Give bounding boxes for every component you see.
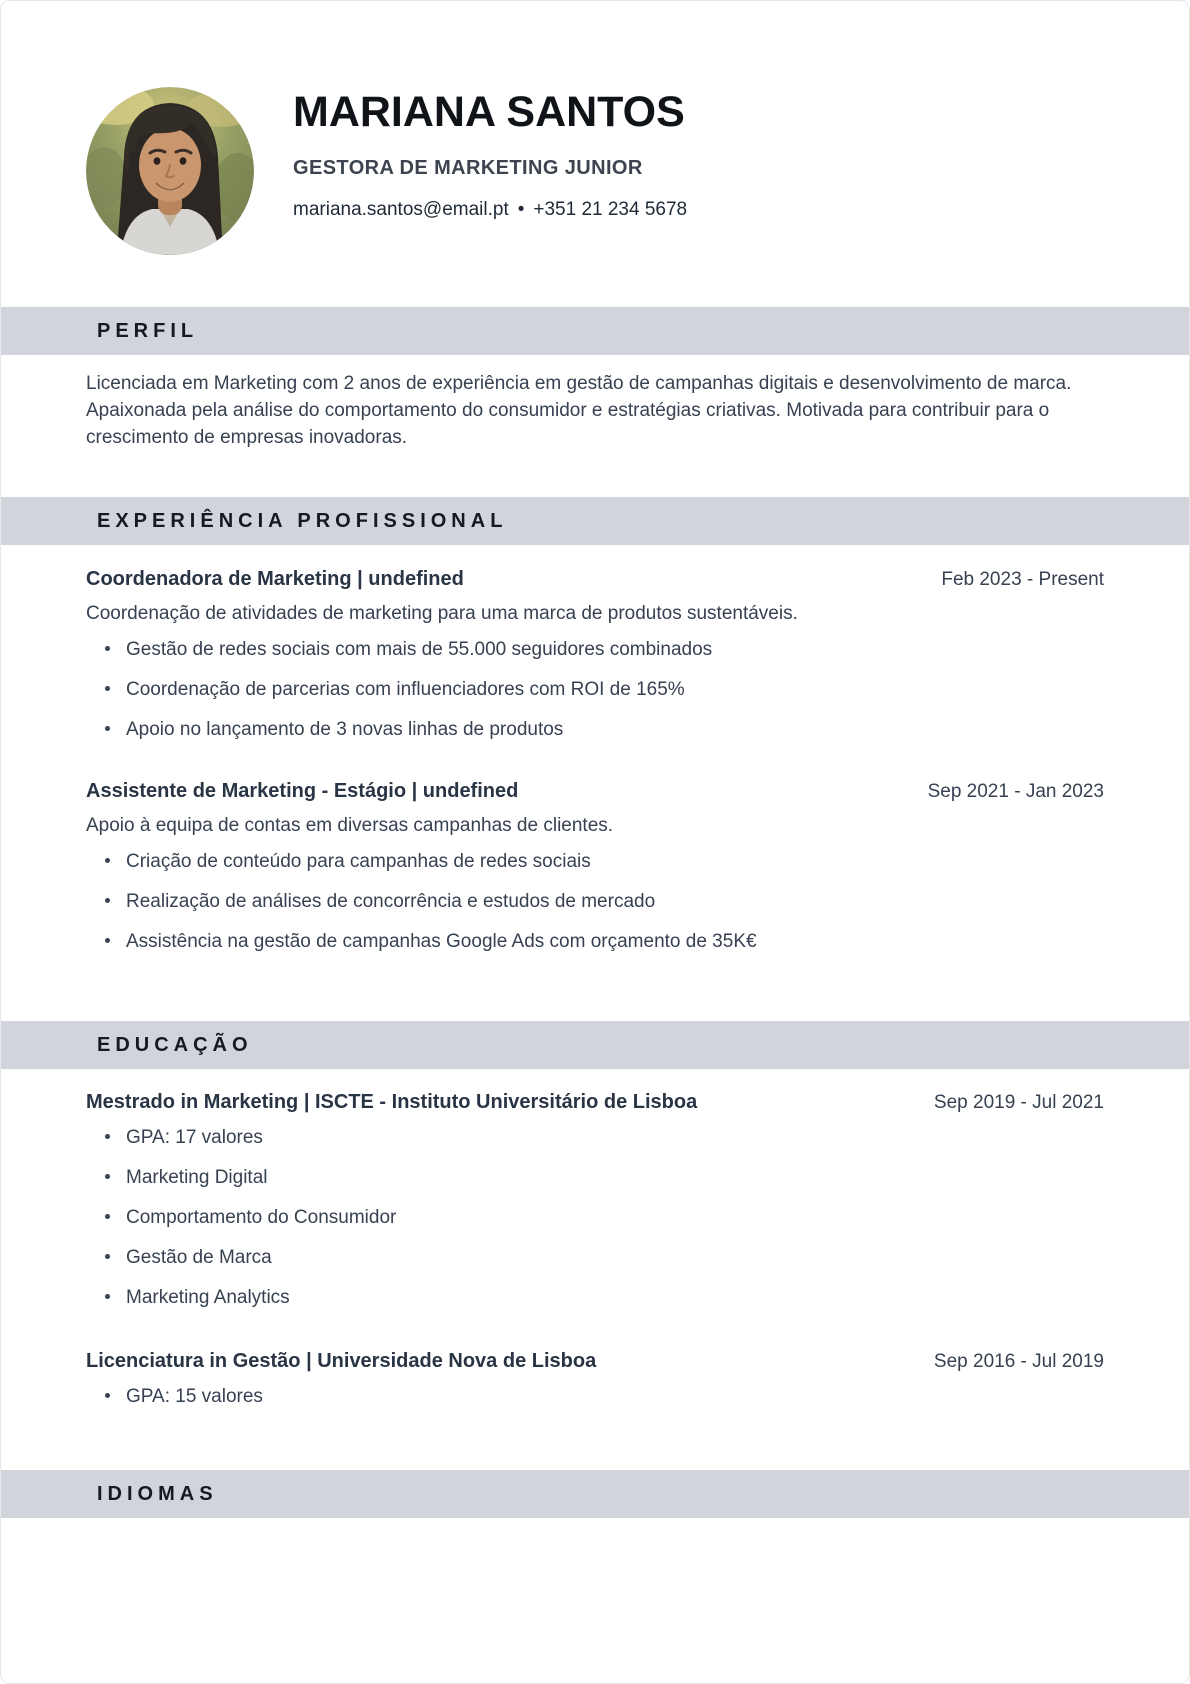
- job-dates: Sep 2021 - Jan 2023: [927, 781, 1104, 802]
- contact-phone: +351 21 234 5678: [533, 199, 688, 221]
- resume-header: [1, 1, 1189, 255]
- job-title: Coordenadora de Marketing | undefined: [86, 568, 464, 590]
- degree-bullet-list: [86, 1383, 1104, 1410]
- person-job-title: GESTORA DE MARKETING JUNIOR: [293, 157, 643, 180]
- section-heading-experiencia: [1, 497, 1189, 545]
- person-name: MARIANA SANTOS: [293, 88, 685, 136]
- job-entry-head: [86, 778, 1104, 805]
- job-entry: [86, 566, 1104, 743]
- job-entry: [86, 778, 1104, 955]
- bullet-item: GPA: 15 valores: [86, 1383, 1104, 1410]
- bullet-item: Apoio no lançamento de 3 novas linhas de produtos: [86, 716, 1104, 743]
- bullet-item: Marketing Digital: [86, 1164, 1104, 1191]
- experience-section: [1, 545, 1189, 955]
- degree-title: Mestrado in Marketing | ISCTE - Instituto Universitário de Lisboa: [86, 1091, 698, 1113]
- job-title: Assistente de Marketing - Estágio | undefined: [86, 780, 519, 802]
- bullet-item: Comportamento do Consumidor: [86, 1204, 1104, 1231]
- education-entry: [86, 1348, 1104, 1410]
- section-heading-educacao-label: EDUCAÇÃO: [97, 1033, 253, 1056]
- section-heading-idiomas-label: IDIOMAS: [97, 1482, 218, 1505]
- job-description: Apoio à equipa de contas em diversas campanhas de clientes.: [86, 815, 614, 836]
- contact-line: [293, 199, 687, 221]
- degree-title: Licenciatura in Gestão | Universidade Nova de Lisboa: [86, 1350, 597, 1372]
- profile-photo: [86, 87, 254, 255]
- job-description: Coordenação de atividades de marketing para uma marca de produtos sustentáveis.: [86, 603, 798, 624]
- contact-separator-icon: •: [517, 199, 525, 221]
- degree-dates: Sep 2016 - Jul 2019: [933, 1351, 1104, 1372]
- section-heading-perfil-label: PERFIL: [97, 319, 199, 342]
- section-heading-experiencia-label: EXPERIÊNCIA PROFISSIONAL: [97, 509, 508, 532]
- contact-email: mariana.santos@email.pt: [293, 199, 509, 221]
- profile-photo-illustration: [86, 87, 254, 255]
- bullet-item: Criação de conteúdo para campanhas de redes sociais: [86, 848, 1104, 875]
- section-heading-educacao: [1, 1021, 1189, 1069]
- perfil-section: [1, 355, 1189, 451]
- job-entry-head: [86, 566, 1104, 593]
- bullet-item: Realização de análises de concorrência e estudos de mercado: [86, 888, 1104, 915]
- degree-bullet-list: [86, 1124, 1104, 1311]
- job-dates: Feb 2023 - Present: [941, 569, 1104, 590]
- degree-dates: Sep 2019 - Jul 2021: [933, 1092, 1104, 1113]
- job-bullet-list: [86, 636, 1104, 743]
- profile-summary: Licenciada em Marketing com 2 anos de experiência em gestão de campanhas digitais e desenvolvimento de marca. Apaixonada pela análise do comportamento do consumidor e estratégias criativas. Motivada para contribuir para o crescimento de empresas inovadoras.: [86, 373, 1072, 448]
- header-text-block: [293, 87, 687, 221]
- section-heading-perfil: [1, 307, 1189, 355]
- bullet-item: Marketing Analytics: [86, 1284, 1104, 1311]
- education-entry-head: [86, 1348, 1104, 1375]
- education-section: [1, 1069, 1189, 1410]
- bullet-item: Gestão de Marca: [86, 1244, 1104, 1271]
- bullet-item: GPA: 17 valores: [86, 1124, 1104, 1151]
- bullet-item: Coordenação de parcerias com influenciadores com ROI de 165%: [86, 676, 1104, 703]
- job-bullet-list: [86, 848, 1104, 955]
- education-entry-head: [86, 1089, 1104, 1116]
- education-entry: [86, 1089, 1104, 1311]
- bullet-item: Assistência na gestão de campanhas Google Ads com orçamento de 35K€: [86, 928, 1104, 955]
- bullet-item: Gestão de redes sociais com mais de 55.000 seguidores combinados: [86, 636, 1104, 663]
- section-heading-idiomas: [1, 1470, 1189, 1518]
